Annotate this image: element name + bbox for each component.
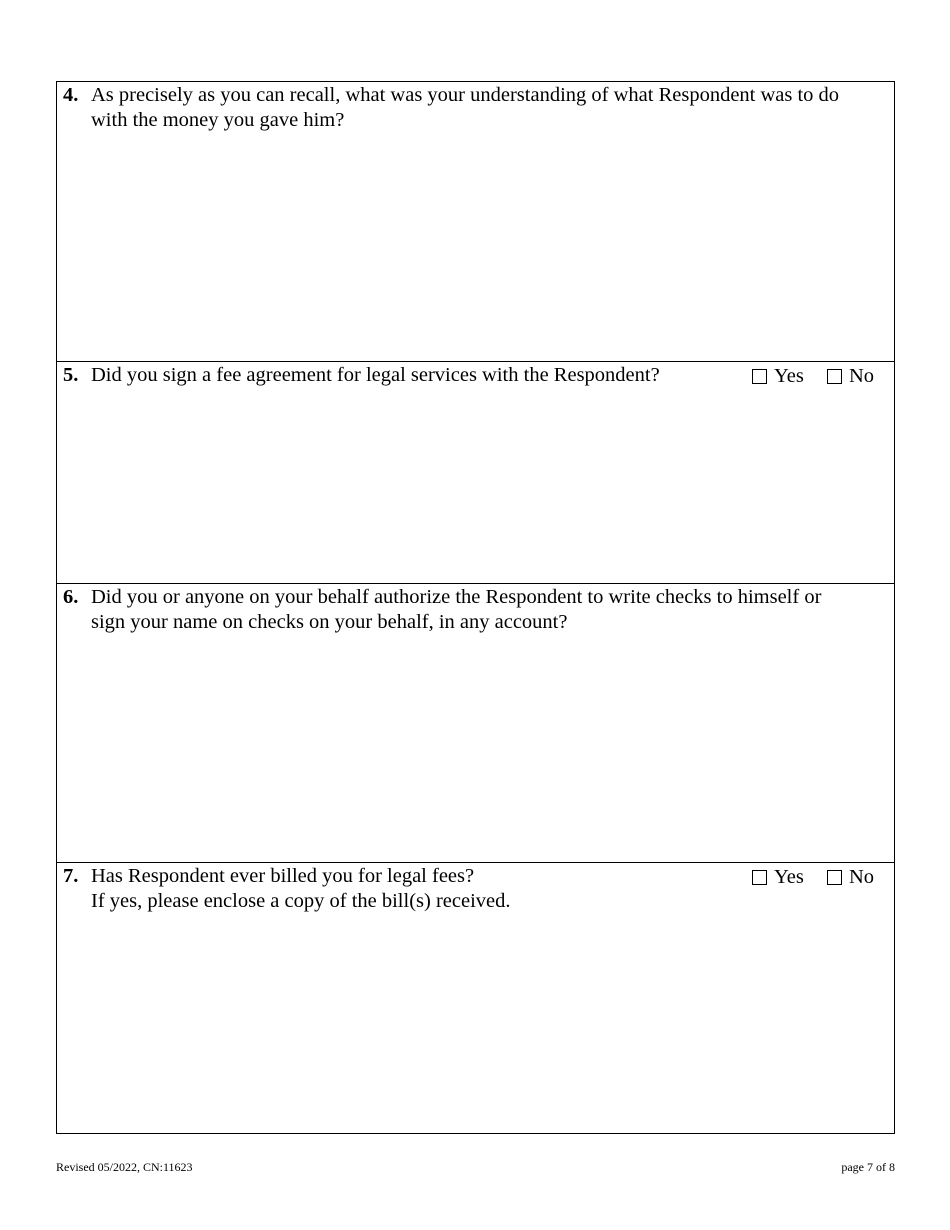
footer-revision: Revised 05/2022, CN:11623 <box>56 1160 193 1174</box>
question-5-line-1 <box>63 363 660 388</box>
checkbox-icon <box>752 369 767 384</box>
checkbox-icon <box>827 870 842 885</box>
question-5-cell[interactable] <box>57 361 894 583</box>
question-6-text-2: sign your name on checks on your behalf, in any account? <box>91 611 568 633</box>
question-6-line-1 <box>63 585 821 610</box>
question-6-cell[interactable] <box>57 583 894 862</box>
question-7-line-1 <box>63 864 474 889</box>
question-6-number: 6. <box>63 586 79 608</box>
question-4-line-1 <box>63 83 839 108</box>
question-5-no-label: No <box>848 365 874 387</box>
question-5-no-checkbox[interactable] <box>827 364 874 389</box>
question-5-yes-label: Yes <box>773 365 804 387</box>
question-5-text-1: Did you sign a fee agreement for legal services with the Respondent? <box>91 364 660 386</box>
checkbox-icon <box>827 369 842 384</box>
question-4-text-2: with the money you gave him? <box>91 109 345 131</box>
question-7-number: 7. <box>63 865 79 887</box>
question-4-text-1: As precisely as you can recall, what was your understanding of what Respondent was to do <box>91 84 840 106</box>
question-5-yes-checkbox[interactable] <box>752 364 804 389</box>
question-7-options <box>734 865 874 892</box>
footer-page-number: page 7 of 8 <box>841 1160 895 1174</box>
question-7-yes-label: Yes <box>773 866 804 888</box>
question-7-no-label: No <box>848 866 874 888</box>
question-4-cell[interactable] <box>57 82 894 361</box>
question-7-no-checkbox[interactable] <box>827 865 874 890</box>
question-7-yes-checkbox[interactable] <box>752 865 804 890</box>
question-6-text-1: Did you or anyone on your behalf authorize the Respondent to write checks to himself or <box>91 586 822 608</box>
question-5-options <box>734 364 874 391</box>
question-5-number: 5. <box>63 364 79 386</box>
question-7-cell[interactable] <box>57 862 894 1133</box>
question-7-text-1: Has Respondent ever billed you for legal fees? <box>91 865 475 887</box>
checkbox-icon <box>752 870 767 885</box>
question-7-text-2: If yes, please enclose a copy of the bill(s) received. <box>91 890 511 912</box>
questions-table <box>56 81 895 1134</box>
question-4-number: 4. <box>63 84 79 106</box>
